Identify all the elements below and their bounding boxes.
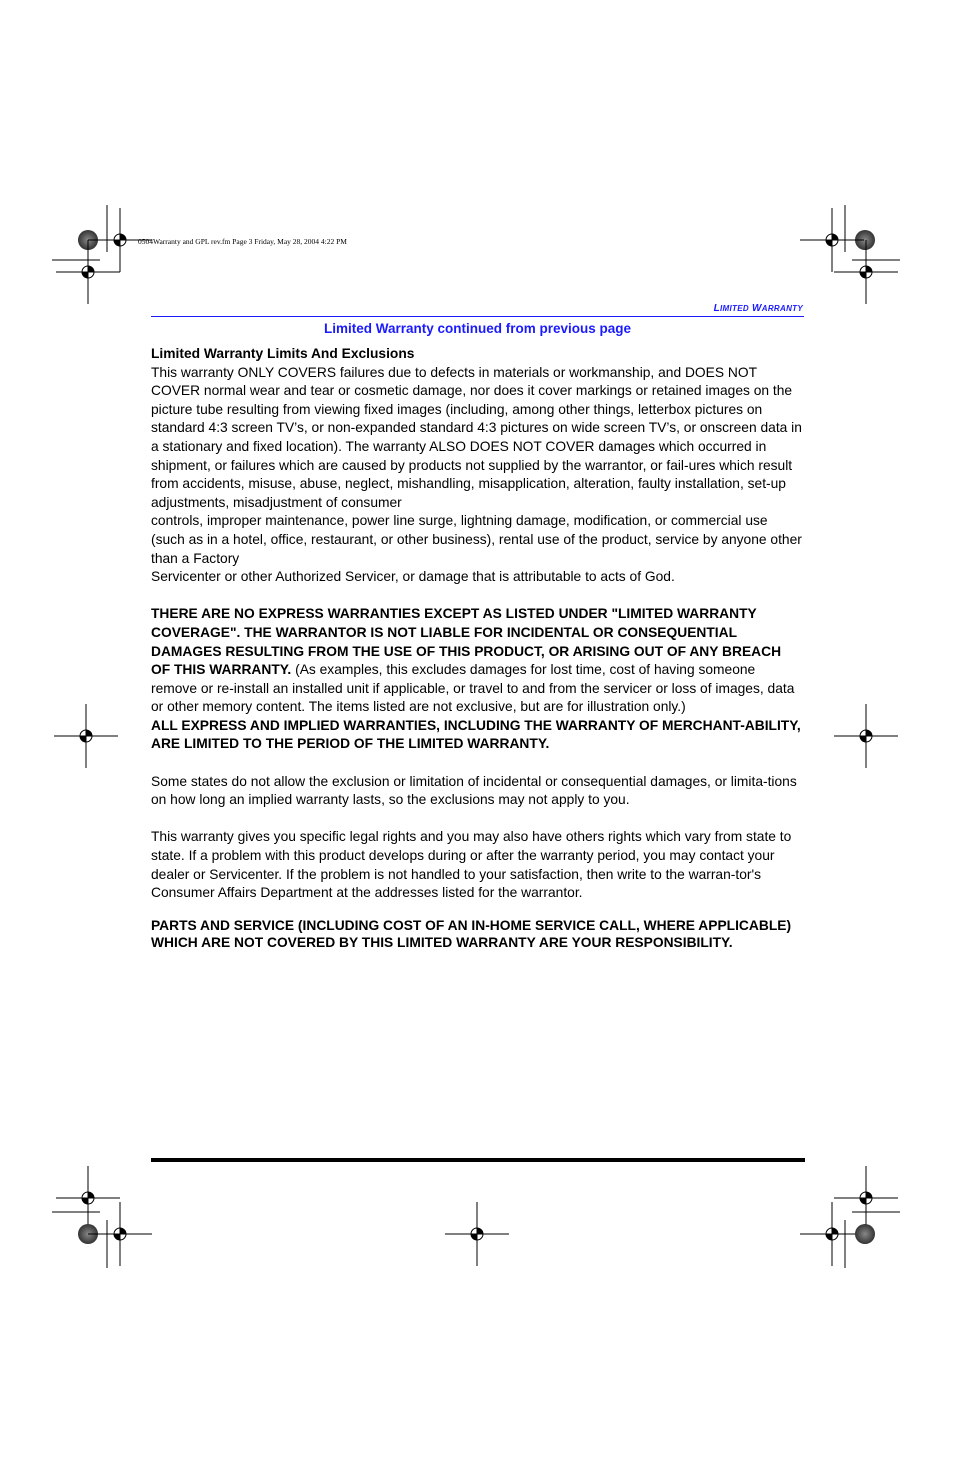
paragraph-states: Some states do not allow the exclusion or limitation of incidental or consequential damages, or limita-tions on how long an implied warranty lasts, so the exclusions may not apply to you. — [151, 773, 797, 808]
color-disc-icon — [855, 1224, 875, 1244]
express-normal-text: (As examples, this excludes damages for lost time, cost of having someone remove or re-install an installed unit if applicable, or travel to and from the servicer or loss of images, data or other memory content. The items listed are not exclusive, but are for illustration only.) — [151, 662, 795, 715]
header-rule — [151, 316, 804, 317]
header-initial-1: L — [713, 303, 721, 314]
header-rest-1: IMITED — [720, 304, 749, 313]
paragraph-implied-warranties: ALL EXPRESS AND IMPLIED WARRANTIES, INCLUDING THE WARRANTY OF MERCHANT-ABILITY, ARE LIMITED TO THE PERIOD OF THE LIMITED WARRANTY. — [151, 717, 801, 752]
paragraph-legal-rights: This warranty gives you specific legal rights and you may also have others rights which vary from state to state. If a problem with this product develops during or after the warranty period, you may contact your dealer or Servicenter. If the problem is not handled to your satisfaction, then write to the warran-tor's Consumer Affairs Department at the addresses listed for the warrantor. — [151, 829, 792, 901]
express-bold-text: THERE ARE NO EXPRESS WARRANTIES EXCEPT AS LISTED UNDER "LIMITED WARRANTY COVERAGE". THE WARRANTOR IS NOT LIABLE FOR INCIDENTAL OR CONSEQUENTIAL DAMAGES RESULTING FROM THE USE OF THIS PRODUCT, OR ARISING OUT OF ANY BREACH OF THIS WARRANTY. — [151, 606, 782, 678]
paragraph-express-warranties — [151, 605, 804, 717]
paragraph-servicenter: Servicenter or other Authorized Servicer, or damage that is attributable to acts of God. — [151, 569, 675, 585]
continued-heading: Limited Warranty continued from previous page — [323, 321, 632, 336]
header-initial-2: W — [752, 303, 762, 314]
print-slug: 0504Warranty and GPL rev.fm Page 3 Friday, May 28, 2004 4:22 PM — [138, 237, 347, 246]
warranty-content — [151, 345, 804, 951]
header-rest-2: ARRANTY — [761, 304, 803, 313]
paragraph-parts-service: PARTS AND SERVICE (INCLUDING COST OF AN IN-HOME SERVICE CALL, WHERE APPLICABLE) WHICH ARE NOT COVERED BY THIS LIMITED WARRANTY ARE YOUR RESPONSIBILITY. — [151, 917, 792, 950]
paragraph-coverage: This warranty ONLY COVERS failures due to defects in materials or workmanship, and DOES NOT COVER normal wear and tear or cosmetic damage, nor does it cover markings or retained images on the picture tube resulting from viewing fixed images (including, among other things, letterbox pictures on standard 4:3 screen TV’s, or non-expanded standard 4:3 pictures on wide screen TV’s, or onscreen data in a stationary and fixed location). The warranty ALSO DOES NOT COVER damages which occurred in shipment, or failures which are caused by products not supplied by the warrantor, or fail-ures which result from accidents, misuse, abuse, neglect, mishandling, misapplication, alteration, faulty installation, set-up adjustments, misadjustment of consumer — [151, 364, 802, 510]
paragraph-controls: controls, improper maintenance, power line surge, lightning damage, modification, or commercial use (such as in a hotel, office, restaurant, or other business), rental use of the product, service by anyone other than a Factory — [151, 513, 802, 566]
section-heading: Limited Warranty Limits And Exclusions — [151, 346, 415, 361]
running-header — [714, 303, 803, 314]
footer-rule — [151, 1158, 805, 1162]
